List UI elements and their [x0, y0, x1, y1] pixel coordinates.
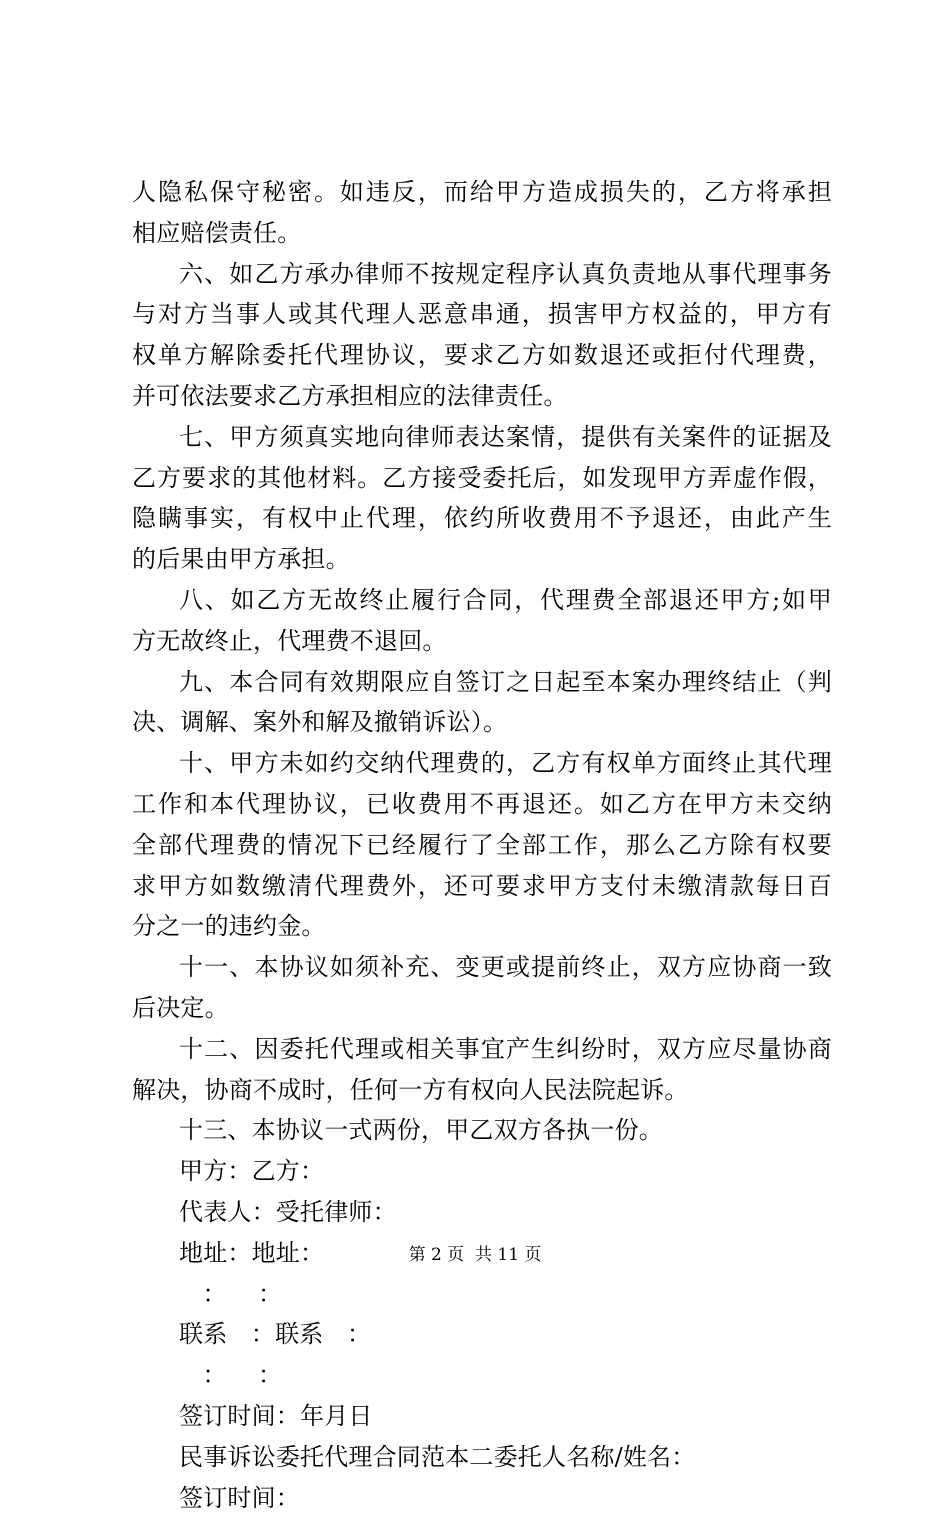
text-line: 工作和本代理协议，已收费用不再退还。如乙方在甲方未交纳 [132, 784, 832, 825]
text-line: 代表人：受托律师： [132, 1192, 832, 1233]
text-line: 解决，协商不成时，任何一方有权向人民法院起诉。 [132, 1070, 832, 1111]
text-line: 隐瞒事实，有权中止代理，依约所收费用不予退还，由此产生 [132, 498, 832, 539]
text-line: 十二、因委托代理或相关事宜产生纠纷时，双方应尽量协商 [132, 1029, 832, 1070]
text-line: 签订时间：年月日 [132, 1396, 832, 1437]
text-line: 人隐私保守秘密。如违反，而给甲方造成损失的，乙方将承担 [132, 172, 832, 213]
text-line: 并可依法要求乙方承担相应的法律责任。 [132, 376, 832, 417]
text-line: 方无故终止，代理费不退回。 [132, 621, 832, 662]
text-line: ： ： [132, 1355, 832, 1396]
text-line: 后决定。 [132, 988, 832, 1029]
text-line: 的后果由甲方承担。 [132, 539, 832, 580]
text-line: 分之一的违约金。 [132, 906, 832, 947]
text-line: 全部代理费的情况下已经履行了全部工作，那么乙方除有权要 [132, 825, 832, 866]
text-line: 求甲方如数缴清代理费外，还可要求甲方支付未缴清款每日百 [132, 866, 832, 907]
text-line: 十三、本协议一式两份，甲乙双方各执一份。 [132, 1110, 832, 1151]
contract-body [132, 172, 832, 1518]
text-line: 十一、本协议如须补充、变更或提前终止，双方应协商一致 [132, 947, 832, 988]
text-line: 乙方要求的其他材料。乙方接受委托后，如发现甲方弄虚作假， [132, 458, 832, 499]
text-line: 签订时间： [132, 1478, 832, 1518]
text-line: 相应赔偿责任。 [132, 213, 832, 254]
text-line: 九、本合同有效期限应自签订之日起至本案办理终结止（判 [132, 662, 832, 703]
text-line: 民事诉讼委托代理合同范本二委托人名称/姓名： [132, 1437, 832, 1478]
text-line: 八、如乙方无故终止履行合同，代理费全部退还甲方;如甲 [132, 580, 832, 621]
text-line: 权单方解除委托代理协议，要求乙方如数退还或拒付代理费， [132, 335, 832, 376]
text-line: 十、甲方未如约交纳代理费的，乙方有权单方面终止其代理 [132, 743, 832, 784]
text-line: 地址：地址： [132, 1233, 832, 1274]
text-line: 六、如乙方承办律师不按规定程序认真负责地从事代理事务 [132, 254, 832, 295]
text-line: 甲方：乙方： [132, 1151, 832, 1192]
text-line: ： ： [132, 1274, 832, 1315]
page-footer: 第 2 页 共 11 页 [0, 1243, 950, 1267]
text-line: 联系 ：联系 ： [132, 1314, 832, 1355]
text-line: 七、甲方须真实地向律师表达案情，提供有关案件的证据及 [132, 417, 832, 458]
text-line: 决、调解、案外和解及撤销诉讼）。 [132, 702, 832, 743]
text-line: 与对方当事人或其代理人恶意串通，损害甲方权益的，甲方有 [132, 294, 832, 335]
